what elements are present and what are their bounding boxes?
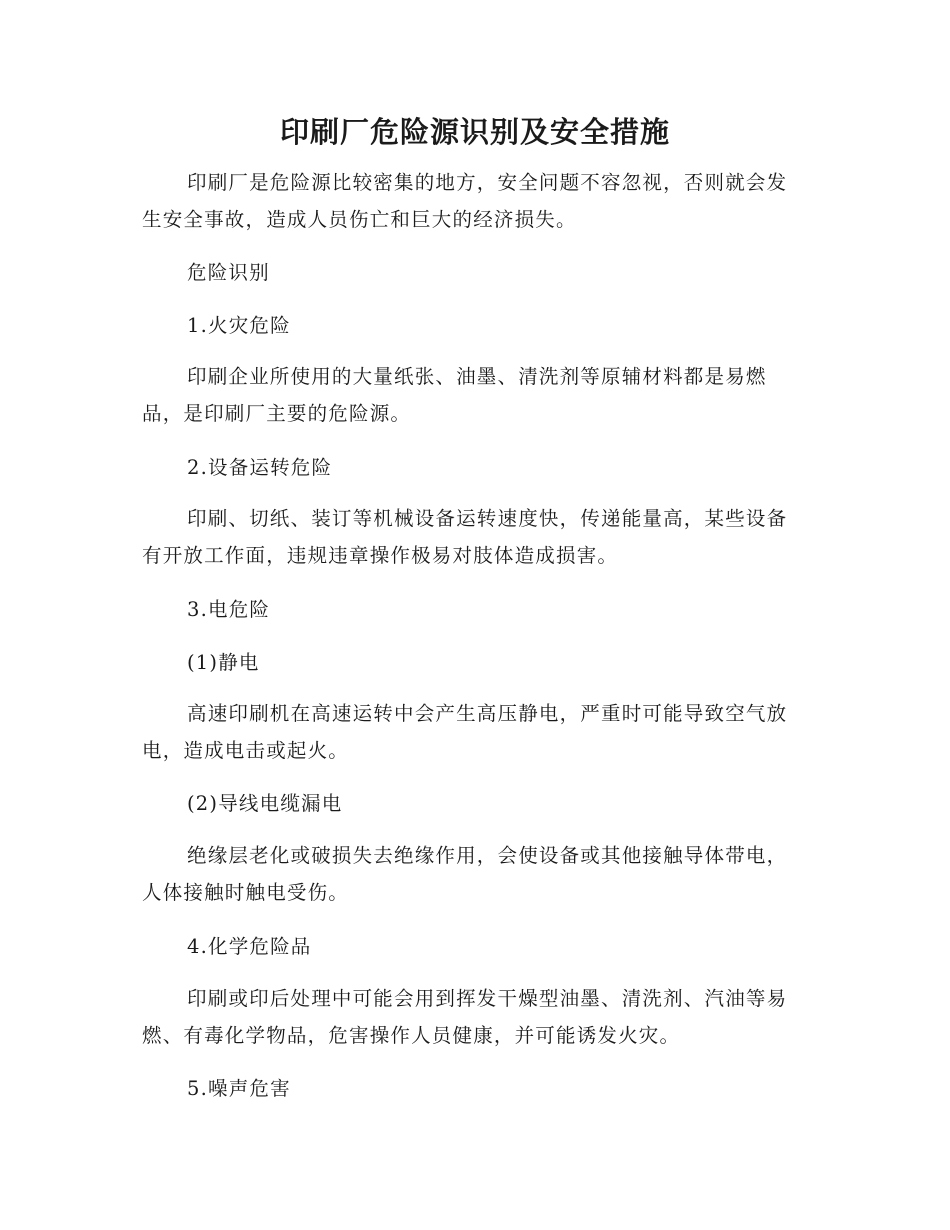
paragraph-static-electricity: 高速印刷机在高速运转中会产生高压静电，严重时可能导致空气放电，造成电击或起火。 <box>142 702 788 762</box>
heading-equipment-hazard: 2.设备运转危险 <box>187 456 333 479</box>
paragraph-chemical-hazard: 印刷或印后处理中可能会用到挥发干燥型油墨、清洗剂、汽油等易燃、有毒化学物品，危害操作人员健康，并可能诱发火灾。 <box>142 987 788 1047</box>
heading-static-electricity: (1)静电 <box>187 651 260 674</box>
paragraph-fire-hazard: 印刷企业所使用的大量纸张、油墨、清洗剂等原辅材料都是易燃品，是印刷厂主要的危险源。 <box>142 365 767 425</box>
intro-paragraph: 印刷厂是危险源比较密集的地方，安全问题不容忽视，否则就会发生安全事故，造成人员伤亡和巨大的经济损失。 <box>142 171 788 231</box>
paragraph-equipment-hazard: 印刷、切纸、装订等机械设备运转速度快，传递能量高，某些设备有开放工作面，违规违章操作极易对肢体造成损害。 <box>142 507 788 567</box>
heading-noise-hazard: 5.噪声危害 <box>187 1077 291 1100</box>
heading-chemical-hazard: 4.化学危险品 <box>187 935 312 958</box>
heading-cable-leakage: (2)导线电缆漏电 <box>187 792 343 815</box>
section-heading-hazard-identification: 危险识别 <box>187 261 270 284</box>
document-title: 印刷厂危险源识别及安全措施 <box>279 115 670 149</box>
paragraph-cable-leakage: 绝缘层老化或破损失去绝缘作用，会使设备或其他接触导体带电，人体接触时触电受伤。 <box>142 844 788 904</box>
heading-electric-hazard: 3.电危险 <box>187 598 271 621</box>
heading-fire-hazard: 1.火灾危险 <box>187 314 291 337</box>
